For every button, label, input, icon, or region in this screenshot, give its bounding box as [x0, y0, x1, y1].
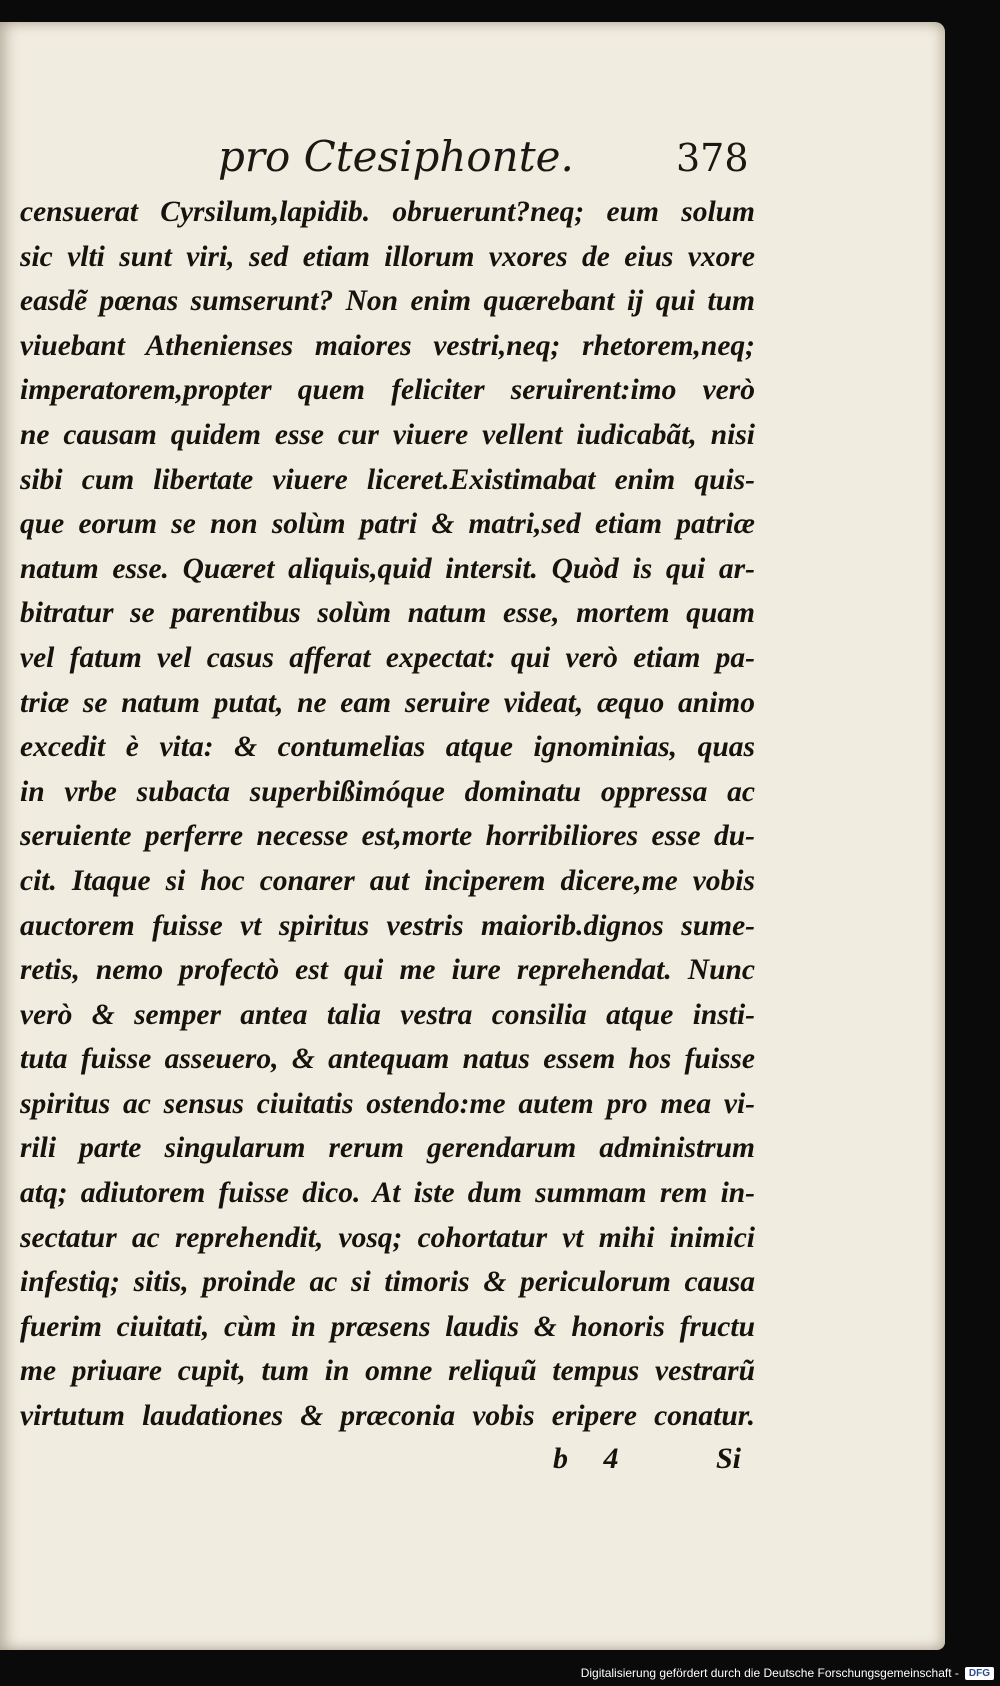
book-page — [0, 22, 945, 1650]
text-line: imperatorem,propter quem feliciter seruirent:imo verò — [20, 374, 755, 407]
running-title: pro Ctesiphonte. — [218, 132, 574, 181]
text-line: sibi cum libertate viuere liceret.Existimabat enim quis- — [20, 463, 755, 496]
text-line: tuta fuisse asseuero, & antequam natus essem hos fuisse — [20, 1043, 755, 1076]
text-line: virtutum laudationes & præconia vobis eripere conatur. — [20, 1400, 755, 1433]
text-line: auctorem fuisse vt spiritus vestris maiorib.dignos sume- — [20, 909, 755, 942]
text-line: sic vlti sunt viri, sed etiam illorum vxores de eius vxore — [20, 240, 755, 273]
text-line: sectatur ac reprehendit, vosq; cohortatur vt mihi inimici — [20, 1221, 755, 1254]
text-line: censuerat Cyrsilum,lapidib. obruerunt?neq; eum solum — [20, 196, 755, 228]
digitization-credit — [581, 1662, 994, 1684]
text-line: retis, nemo profectò est qui me iure reprehendat. Nunc — [20, 954, 755, 987]
text-line: me priuare cupit, tum in omne reliquũ tempus vestrarũ — [20, 1355, 755, 1388]
text-line: triæ se natum putat, ne eam seruire videat, æquo animo — [20, 686, 755, 719]
text-line: cit. Itaque si hoc conarer aut inciperem dicere,me vobis — [20, 864, 755, 897]
text-line: ne causam quidem esse cur viuere vellent iudicabãt, nisi — [20, 418, 755, 451]
text-line: excedit è vita: & contumelias atque ignominias, quas — [20, 731, 755, 764]
page-footer — [0, 1432, 945, 1482]
text-line: spiritus ac sensus ciuitatis ostendo:me autem pro mea vi- — [20, 1087, 755, 1120]
text-line: seruiente perferre necesse est,morte horribiliores esse du- — [20, 820, 755, 853]
catchword: Si — [716, 1442, 742, 1475]
text-line: rili parte singularum rerum gerendarum administrum — [20, 1132, 755, 1165]
text-line: natum esse. Quæret aliquis,quid intersit. Quòd is qui ar- — [20, 552, 755, 585]
page-header — [0, 114, 945, 180]
text-line: vel fatum vel casus afferat expectat: qui verò etiam pa- — [20, 641, 755, 674]
text-line: in vrbe subacta superbißimóque dominatu oppressa ac — [20, 775, 755, 808]
credit-text: Digitalisierung gefördert durch die Deutsche Forschungsgemeinschaft - — [580, 1666, 959, 1680]
text-line: verò & semper antea talia vestra consilia atque insti- — [20, 998, 755, 1031]
text-line: fuerim ciuitati, cùm in præsens laudis & honoris fructu — [20, 1310, 755, 1343]
text-line: bitratur se parentibus solùm natum esse, mortem quam — [20, 597, 755, 630]
text-line: que eorum se non solùm patri & matri,sed etiam patriæ — [20, 508, 755, 541]
page-number: 378 — [676, 136, 749, 180]
signature-mark: b 4 — [553, 1442, 633, 1475]
text-line: infestiq; sitis, proinde ac si timoris & periculorum causa — [20, 1266, 755, 1299]
dfg-logo-icon: DFG — [965, 1667, 994, 1680]
text-line: viuebant Athenienses maiores vestri,neq; rhetorem,neq; — [20, 329, 755, 362]
text-line: easdẽ pœnas sumserunt? Non enim quærebant ij qui tum — [20, 285, 755, 318]
body-text — [20, 190, 755, 1439]
text-line: atq; adiutorem fuisse dico. At iste dum summam rem in- — [20, 1177, 755, 1210]
